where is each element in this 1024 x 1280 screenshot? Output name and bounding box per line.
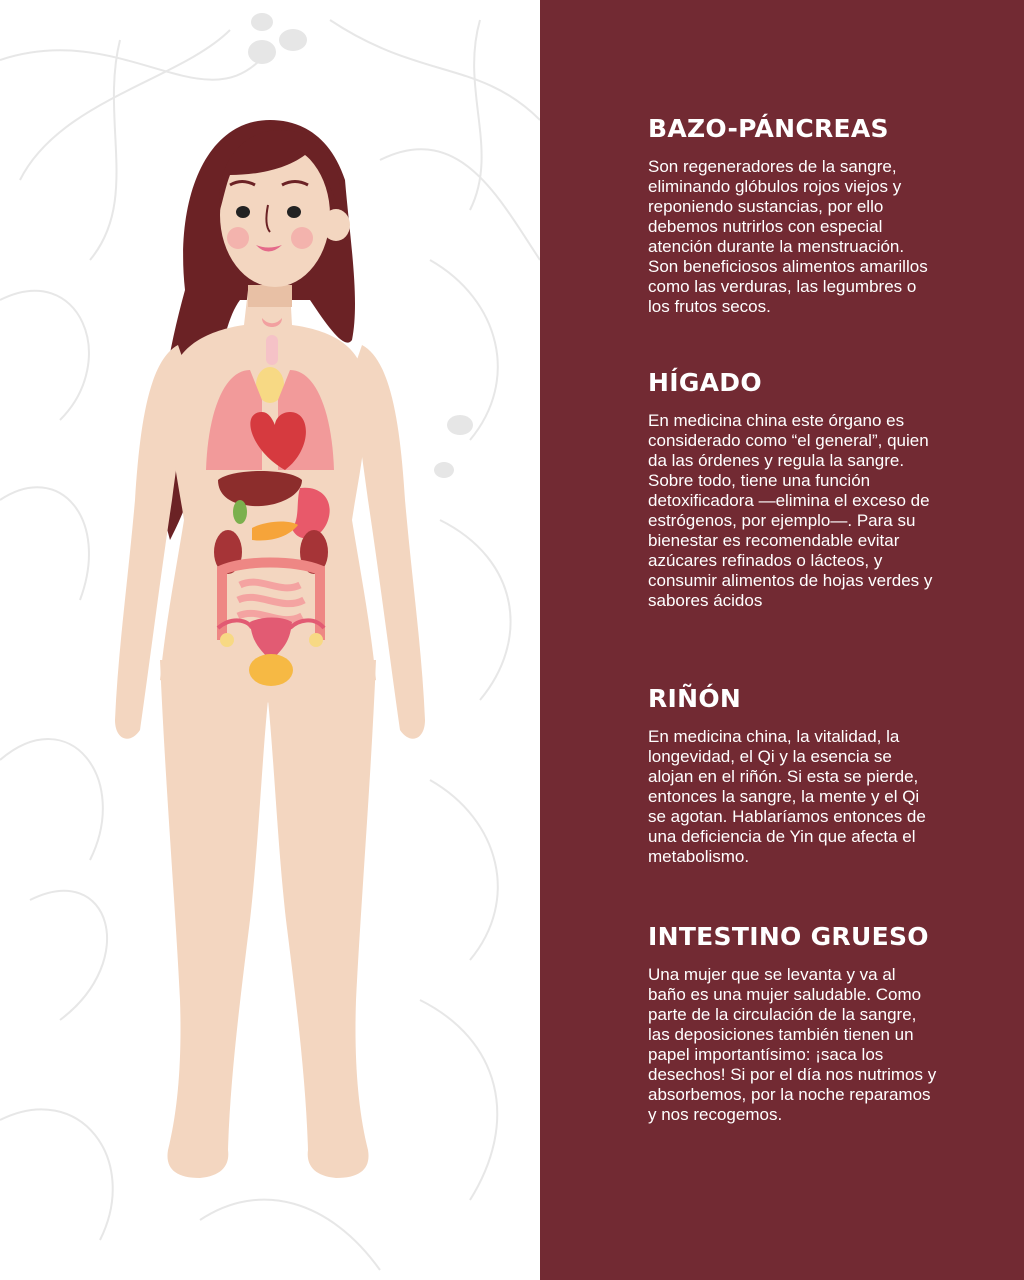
text-panel bbox=[540, 0, 1024, 1280]
legs bbox=[160, 660, 376, 1178]
section-rinon bbox=[648, 684, 938, 867]
section-higado bbox=[648, 368, 938, 611]
section-body: En medicina china este órgano es considerado como “el general”, quien da las órdenes y regula la sangre. Sobre todo, tiene una función detoxificadora —elimina el exceso de estrógenos, por ejemplo—. Para su bienestar es recomendable evitar azúcares refinados o lácteos, y consumir alimentos de hojas verdes y sabores ácidos bbox=[648, 411, 933, 610]
section-intestino-grueso bbox=[648, 922, 938, 1125]
ear bbox=[322, 209, 350, 241]
gallbladder bbox=[233, 500, 247, 524]
section-body: Una mujer que se levanta y va al baño es una mujer saludable. Como parte de la circulación de la sangre, las deposiciones también tienen un papel importantísimo: ¡saca los desechos! Si por el día nos nutrimos y absorbemos, por la noche reparamos y nos recogemos. bbox=[648, 965, 937, 1124]
section-title: RIÑÓN bbox=[648, 684, 742, 713]
section-body: Son regeneradores de la sangre, eliminando glóbulos rojos viejos y reponiendo sustancias, por ello debemos nutrirlos con especial atención durante la menstruación. Son beneficiosos alimentos amarillos como las verduras, las legumbres o los frutos secos. bbox=[648, 157, 928, 316]
bladder bbox=[249, 654, 293, 686]
section-title: BAZO-PÁNCREAS bbox=[648, 114, 889, 143]
section-bazo-pancreas bbox=[648, 114, 938, 317]
section-body: En medicina china, la vitalidad, la longevidad, el Qi y la esencia se alojan en el riñón. Si esta se pierde, entonces la sangre, la mente y el Qi se agotan. Hablaríamos entonces de una deficiencia de Yin que afecta el metabolismo. bbox=[648, 727, 926, 866]
section-title: HÍGADO bbox=[648, 368, 762, 397]
section-title: INTESTINO GRUESO bbox=[648, 922, 929, 951]
